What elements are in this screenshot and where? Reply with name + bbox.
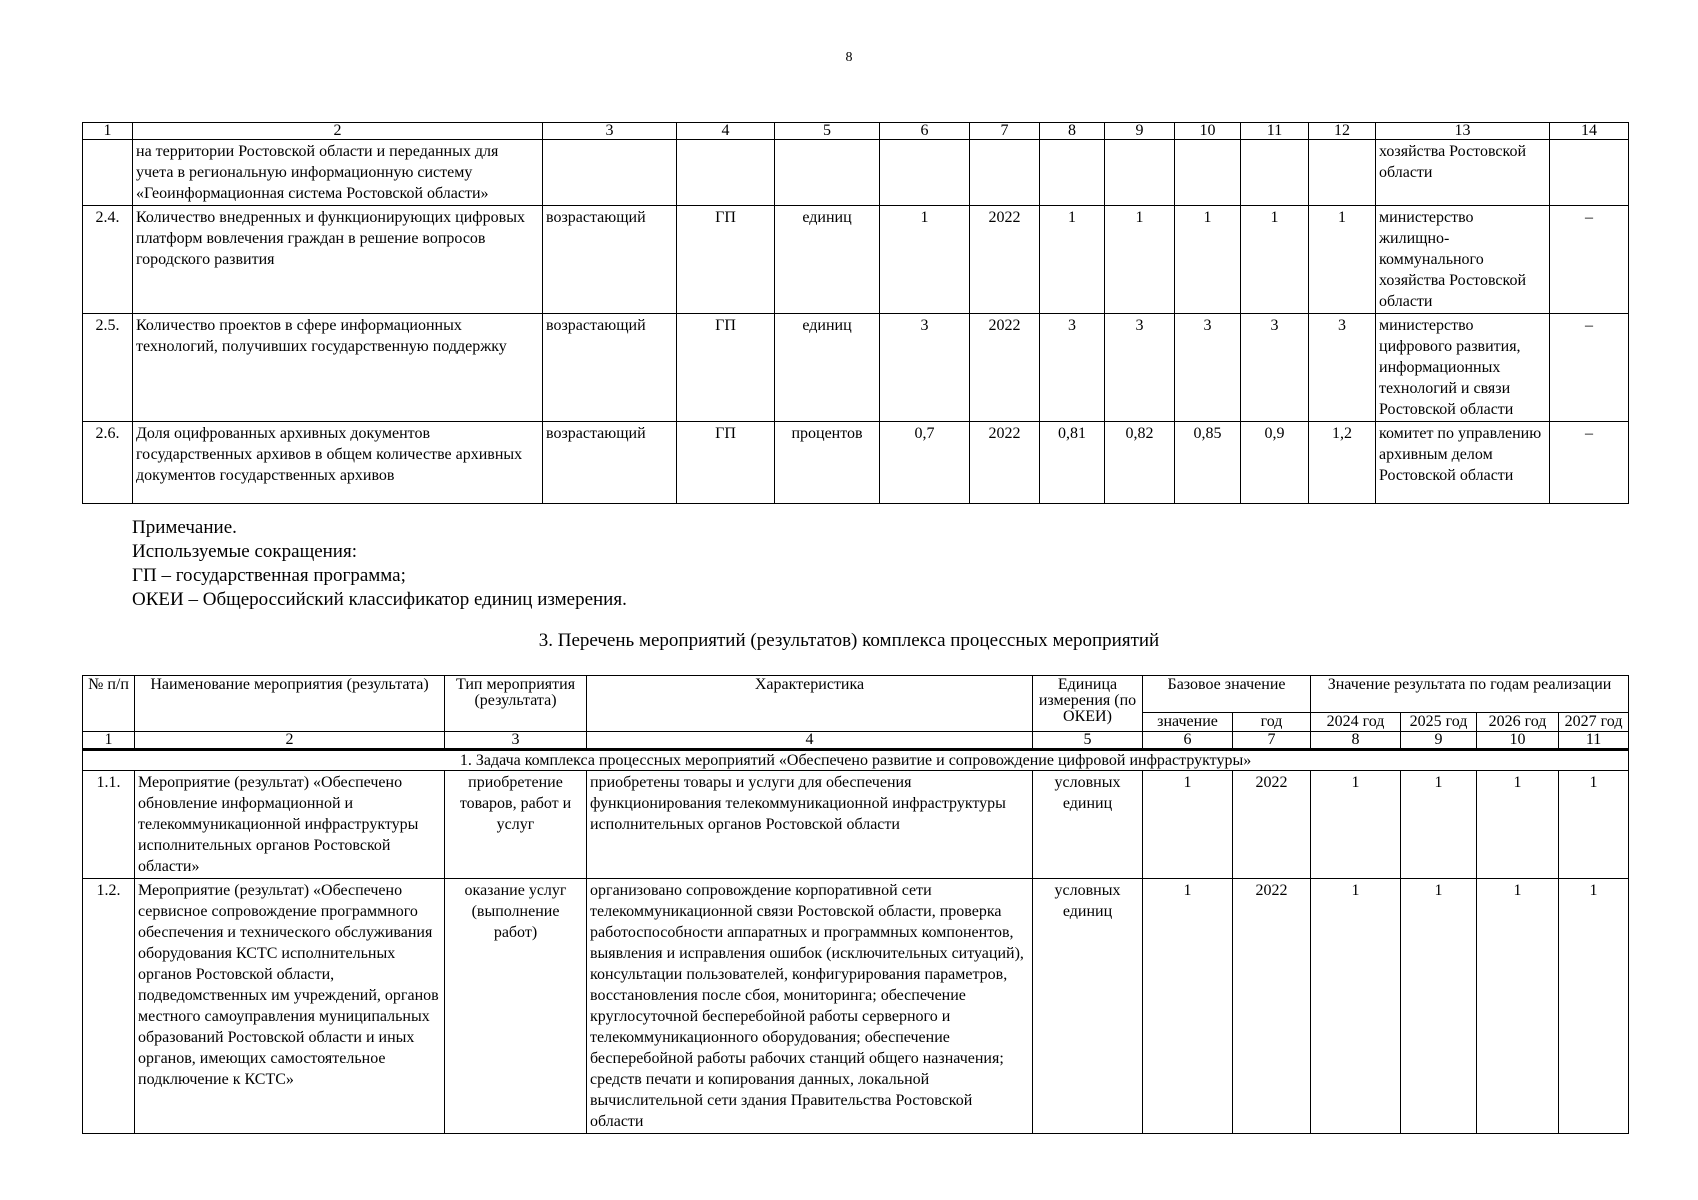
row-number (83, 140, 133, 206)
col-num: 14 (1550, 123, 1629, 140)
abbreviations-note (132, 516, 627, 612)
value-2025: 1 (1401, 879, 1477, 1134)
value-cell (1241, 140, 1309, 206)
col-num: 6 (1143, 732, 1233, 750)
col-num: 5 (775, 123, 880, 140)
header-base: Базовое значение (1143, 676, 1311, 713)
indicator-trend (543, 140, 677, 206)
value-cell: 3 (1105, 314, 1175, 422)
header-year-2025: 2025 год (1401, 713, 1477, 732)
link-cell: – (1550, 314, 1629, 422)
base-value (880, 140, 970, 206)
indicator-trend: возрастающий (543, 314, 677, 422)
value-2027: 1 (1559, 771, 1629, 879)
header-unit: Единица измерения (по ОКЕИ) (1033, 676, 1143, 732)
indicator-name: Количество внедренных и функционирующих цифровых платформ вовлечения граждан в решение вопросов городского развития (133, 206, 543, 314)
link-cell: – (1550, 206, 1629, 314)
col-num: 11 (1241, 123, 1309, 140)
col-num: 7 (970, 123, 1040, 140)
value-cell (1105, 140, 1175, 206)
value-cell: 1 (1309, 206, 1376, 314)
indicators-table (82, 122, 1629, 504)
header-characteristic: Характеристика (587, 676, 1033, 732)
activity-name: Мероприятие (результат) «Обеспечено сервисное сопровождение программного обеспечения и технического обслуживания оборудования КСТС исполнительных органов Ростовской области, подведомственных им учреждений, органов местного самоуправления муниципальных образований Ростовской области и иных органов, имеющих самостоятельное подключение к КСТС» (135, 879, 445, 1134)
value-cell (1309, 140, 1376, 206)
indicator-trend: возрастающий (543, 206, 677, 314)
indicator-level: ГП (677, 314, 775, 422)
value-cell: 3 (1241, 314, 1309, 422)
responsible-body: комитет по управлению архивным делом Ростовской области (1376, 422, 1550, 504)
col-num: 8 (1311, 732, 1401, 750)
value-cell: 0,85 (1175, 422, 1241, 504)
task-title: 1. Задача комплекса процессных мероприятий «Обеспечено развитие и сопровождение цифровой инфраструктуры» (83, 750, 1629, 771)
indicator-name: Количество проектов в сфере информационных технологий, получивших государственную поддержку (133, 314, 543, 422)
value-cell: 0,82 (1105, 422, 1175, 504)
col-num: 11 (1559, 732, 1629, 750)
note-line: ОКЕИ – Общероссийский классификатор единиц измерения. (132, 589, 627, 610)
activity-characteristic: приобретены товары и услуги для обеспечения функционирования телекоммуникационной инфраструктуры исполнительных органов Ростовской области (587, 771, 1033, 879)
indicator-unit: единиц (775, 314, 880, 422)
base-value: 0,7 (880, 422, 970, 504)
activity-unit: условных единиц (1033, 771, 1143, 879)
value-cell: 1 (1040, 206, 1105, 314)
indicator-level: ГП (677, 422, 775, 504)
value-cell (1040, 140, 1105, 206)
indicator-level (677, 140, 775, 206)
base-year (970, 140, 1040, 206)
col-num: 10 (1175, 123, 1241, 140)
header-name: Наименование мероприятия (результата) (135, 676, 445, 732)
base-value: 1 (1143, 879, 1233, 1134)
value-2027: 1 (1559, 879, 1629, 1134)
header-type: Тип мероприятия (результата) (445, 676, 587, 732)
value-2026: 1 (1477, 879, 1559, 1134)
header-row (83, 676, 1629, 713)
indicator-name: Доля оцифрованных архивных документов государственных архивов в общем количестве архивных документов государственных архивов (133, 422, 543, 504)
indicator-trend: возрастающий (543, 422, 677, 504)
responsible-body: хозяйства Ростовской области (1376, 140, 1550, 206)
col-num: 4 (677, 123, 775, 140)
col-num: 7 (1233, 732, 1311, 750)
col-num: 4 (587, 732, 1033, 750)
value-cell: 1,2 (1309, 422, 1376, 504)
note-heading: Примечание. (132, 517, 237, 538)
activity-unit: условных единиц (1033, 879, 1143, 1134)
indicator-unit: процентов (775, 422, 880, 504)
activities-table (82, 675, 1629, 1134)
col-num: 9 (1105, 123, 1175, 140)
col-num: 2 (135, 732, 445, 750)
table-row (83, 422, 1629, 504)
row-number: 2.4. (83, 206, 133, 314)
value-cell: 3 (1040, 314, 1105, 422)
row-number: 1.2. (83, 879, 135, 1134)
value-2024: 1 (1311, 879, 1401, 1134)
col-num: 6 (880, 123, 970, 140)
value-2026: 1 (1477, 771, 1559, 879)
table-row (83, 314, 1629, 422)
value-cell: 0,9 (1241, 422, 1309, 504)
activity-type: приобретение товаров, работ и услуг (445, 771, 587, 879)
table-row (83, 206, 1629, 314)
responsible-body: министерство жилищно-коммунального хозяйства Ростовской области (1376, 206, 1550, 314)
value-cell: 0,81 (1040, 422, 1105, 504)
value-cell: 3 (1175, 314, 1241, 422)
value-cell: 3 (1309, 314, 1376, 422)
base-year: 2022 (970, 206, 1040, 314)
col-num: 1 (83, 732, 135, 750)
header-num: № п/п (83, 676, 135, 732)
col-num: 3 (445, 732, 587, 750)
value-cell: 1 (1105, 206, 1175, 314)
header-year-2024: 2024 год (1311, 713, 1401, 732)
page-number: 8 (845, 50, 853, 65)
col-num: 9 (1401, 732, 1477, 750)
value-cell: 1 (1241, 206, 1309, 314)
responsible-body: министерство цифрового развития, информационных технологий и связи Ростовской области (1376, 314, 1550, 422)
col-num: 1 (83, 123, 133, 140)
activity-type: оказание услуг (выполнение работ) (445, 879, 587, 1134)
base-value: 1 (880, 206, 970, 314)
header-year-2027: 2027 год (1559, 713, 1629, 732)
base-year: 2022 (1233, 771, 1311, 879)
base-year: 2022 (970, 422, 1040, 504)
table-row (83, 140, 1629, 206)
section-title: 3. Перечень мероприятий (результатов) комплекса процессных мероприятий (538, 630, 1160, 651)
indicator-unit (775, 140, 880, 206)
row-number: 2.5. (83, 314, 133, 422)
activity-name: Мероприятие (результат) «Обеспечено обновление информационной и телекоммуникационной инфраструктуры исполнительных органов Ростовской области» (135, 771, 445, 879)
activity-characteristic: организовано сопровождение корпоративной сети телекоммуникационной связи Ростовской области, проверка работоспособности аппаратных и программных компонентов, выявления и исправления ошибок (исключительных ситуаций), консультации пользователей, конфигурирования параметров, восстановления после сбоя, мониторинга; обеспечение круглосуточной бесперебойной работы серверного и телекоммуникационного оборудования; обеспечение бесперебойной работы рабочих станций общего назначения; средств печати и копирования данных, локальной вычислительной сети здания Правительства Ростовской области (587, 879, 1033, 1134)
value-2025: 1 (1401, 771, 1477, 879)
indicator-unit: единиц (775, 206, 880, 314)
col-num: 10 (1477, 732, 1559, 750)
column-numbers-row (83, 732, 1629, 750)
col-num: 2 (133, 123, 543, 140)
note-line: ГП – государственная программа; (132, 565, 406, 586)
table-row (83, 879, 1629, 1134)
note-line: Используемые сокращения: (132, 541, 357, 562)
value-cell: 1 (1175, 206, 1241, 314)
header-result: Значение результата по годам реализации (1311, 676, 1629, 713)
header-base-value: значение (1143, 713, 1233, 732)
value-cell (1175, 140, 1241, 206)
base-year: 2022 (970, 314, 1040, 422)
col-num: 5 (1033, 732, 1143, 750)
col-num: 13 (1376, 123, 1550, 140)
indicator-name: на территории Ростовской области и переданных для учета в региональную информационную систему «Геоинформационная система Ростовской области» (133, 140, 543, 206)
value-2024: 1 (1311, 771, 1401, 879)
row-number: 1.1. (83, 771, 135, 879)
indicator-level: ГП (677, 206, 775, 314)
col-num: 12 (1309, 123, 1376, 140)
col-num: 8 (1040, 123, 1105, 140)
table-row (83, 771, 1629, 879)
header-base-year: год (1233, 713, 1311, 732)
base-year: 2022 (1233, 879, 1311, 1134)
task-row (83, 750, 1629, 771)
row-number: 2.6. (83, 422, 133, 504)
base-value: 1 (1143, 771, 1233, 879)
col-num: 3 (543, 123, 677, 140)
header-year-2026: 2026 год (1477, 713, 1559, 732)
link-cell (1550, 140, 1629, 206)
link-cell: – (1550, 422, 1629, 504)
column-numbers-row (83, 123, 1629, 140)
base-value: 3 (880, 314, 970, 422)
